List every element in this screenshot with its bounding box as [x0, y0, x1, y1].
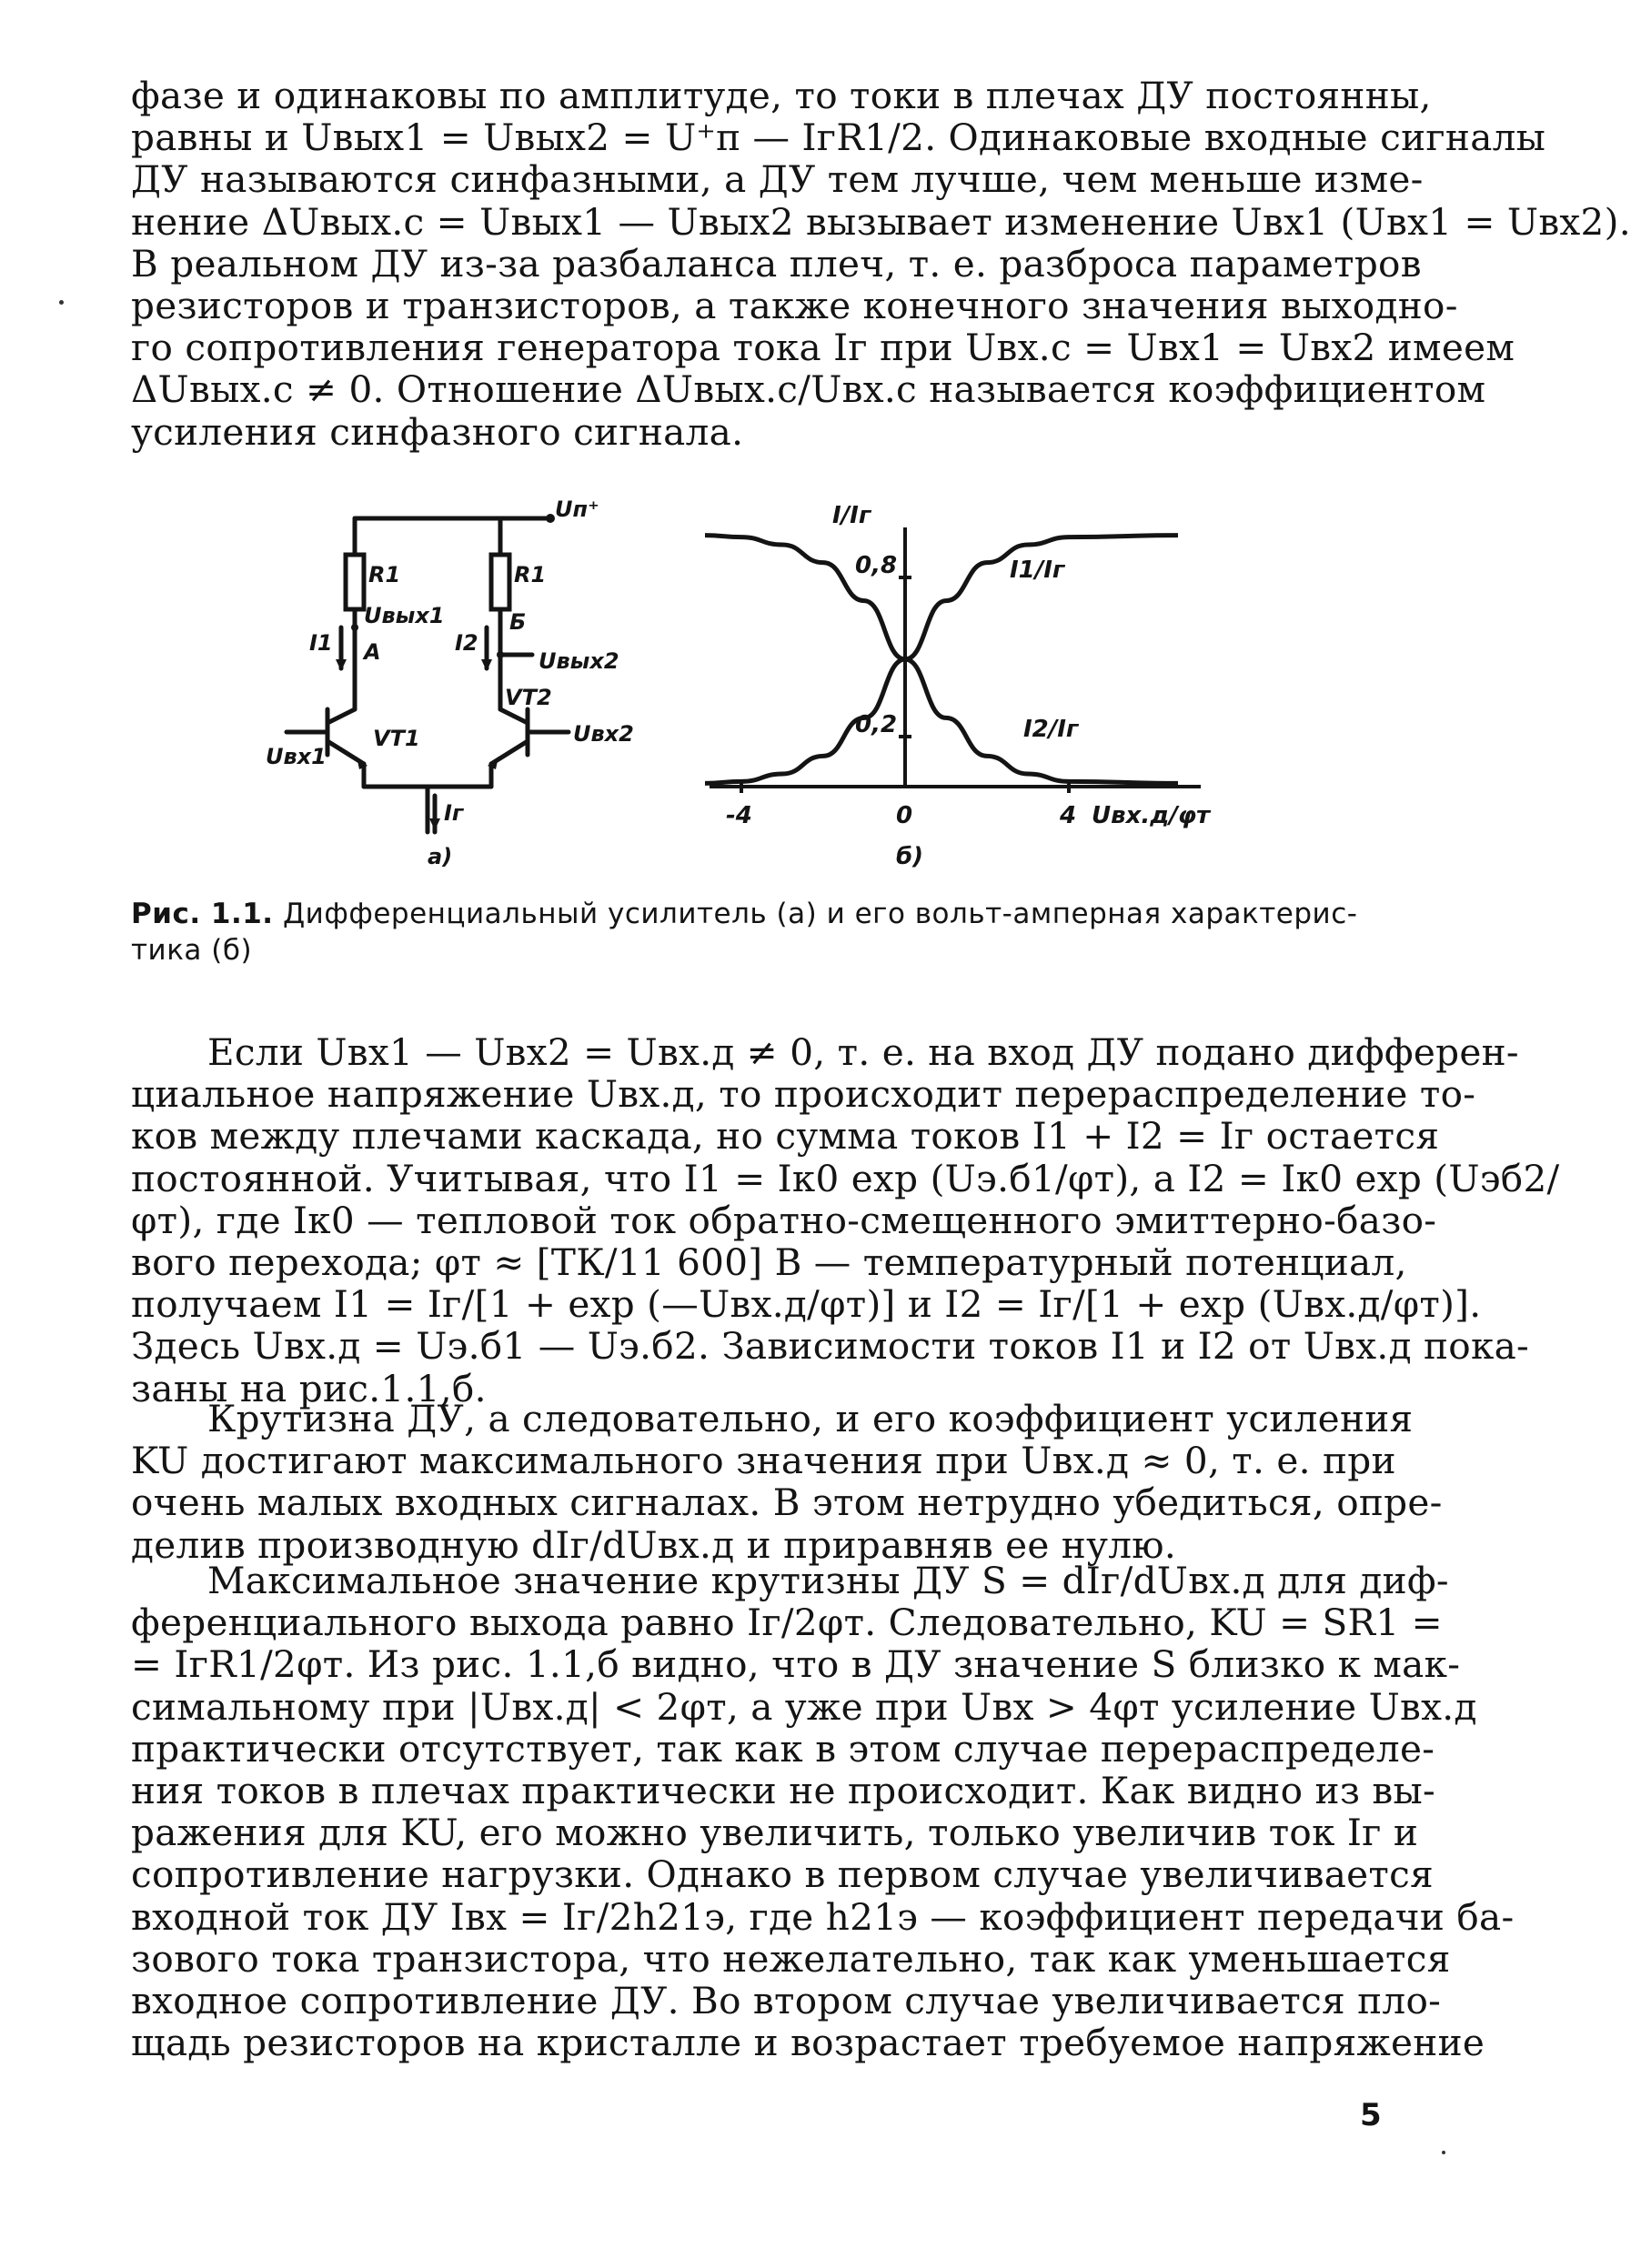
- text-line: очень малых входных сигналах. В этом нетрудно убедиться, опре-: [131, 1480, 1443, 1525]
- text-line: нение ΔUвых.с = Uвых1 — Uвых2 вызывает изменение Uвх1 (Uвх1 = Uвх2).: [131, 199, 1631, 244]
- text-line: заны на рис.1.1,б.: [131, 1366, 487, 1410]
- text-line: сопротивление нагрузки. Однако в первом случае увеличивается: [131, 1852, 1434, 1897]
- label-i2: I2: [455, 630, 478, 656]
- label-node-b: Б: [509, 609, 527, 635]
- circuit-diagram: [266, 491, 637, 873]
- current-characteristic-chart: [691, 491, 1237, 873]
- text-line: В реальном ДУ из-за разбаланса плеч, т. е. разброса параметров: [131, 241, 1422, 286]
- text-line: Максимальное значение крутизны ДУ S = dIг/dUвх.д для диф-: [207, 1559, 1449, 1602]
- caption-text-2: тика (б): [131, 934, 253, 967]
- label-vt2: VT2: [505, 685, 552, 710]
- paragraph-1: [131, 74, 1631, 454]
- text-line: практически отсутствует, так как в этом случае перераспределе-: [131, 1726, 1435, 1771]
- tick-02: 0,2: [855, 711, 898, 738]
- series-line-2: [705, 536, 1178, 784]
- label-curve1: I1/Iг: [1010, 557, 1065, 584]
- text-line: Крутизна ДУ, а следовательно, и его коэффициент усиления: [207, 1397, 1414, 1440]
- label-node-a: А: [364, 639, 381, 665]
- text-line: получаем I1 = Iг/[1 + exp (—Uвх.д/φт)] и I2 = Iг/[1 + exp (Uвх.д/φт)].: [131, 1282, 1482, 1327]
- caption-text: Дифференциальный усилитель (а) и его вольт-амперная характерис-: [282, 898, 1358, 930]
- text-line: циальное напряжение Uвх.д, то происходит перераспределение то-: [131, 1072, 1476, 1117]
- text-line: равны и Uвых1 = Uвых2 = U⁺п — IгR1/2. Одинаковые входные сигналы: [131, 115, 1546, 160]
- series-line-1: [705, 536, 1178, 784]
- label-curve2: I2/Iг: [1023, 716, 1079, 743]
- label-vt1: VT1: [373, 726, 420, 751]
- text-line: ния токов в плечах практически не происходит. Как видно из вы-: [131, 1769, 1436, 1813]
- text-line: зового тока транзистора, что нежелательно, так как уменьшается: [131, 1936, 1451, 1981]
- text-line: KU достигают максимального значения при Uвх.д ≈ 0, т. е. при: [131, 1439, 1396, 1483]
- page-number: 5: [1360, 2097, 1382, 2133]
- label-i1: I1: [309, 630, 333, 656]
- text-line: ференциального выхода равно Iг/2φт. Следовательно, KU = SR1 =: [131, 1601, 1443, 1645]
- label-r1-left: R1: [368, 562, 401, 587]
- label-sub-b: б): [896, 843, 924, 870]
- label-out1: Uвых1: [364, 603, 445, 628]
- label-sub-a: а): [428, 844, 453, 869]
- tick-minus4: -4: [726, 802, 752, 829]
- text-line: входной ток ДУ Iвх = Iг/2h21э, где h21э — коэффициент передачи ба-: [131, 1894, 1515, 1939]
- text-line: ражения для KU, его можно увеличить, только увеличив ток Iг и: [131, 1811, 1419, 1855]
- label-in1: Uвх1: [266, 744, 327, 769]
- text-line: Здесь Uвх.д = Uэ.б1 — Uэ.б2. Зависимости токов I1 и I2 от Uвх.д пока-: [131, 1324, 1530, 1369]
- paragraph-4: [131, 1559, 1515, 2065]
- text-line: симальному при |Uвх.д| < 2φт, а уже при Uвх > 4φт усиление Uвх.д: [131, 1684, 1477, 1729]
- paragraph-3: [131, 1397, 1443, 1567]
- text-line: ДУ называются синфазными, а ДУ тем лучше, чем меньше изме-: [131, 157, 1424, 202]
- text-line: щадь резисторов на кристалле и возрастает требуемое напряжение: [131, 2021, 1485, 2065]
- label-y: I/Iг: [832, 502, 871, 529]
- label-x: Uвх.д/φт: [1092, 802, 1211, 829]
- text-line: делив производную dIг/dUвх.д и приравняв ее нулю.: [131, 1522, 1176, 1567]
- text-line: резисторов и транзисторов, а также конечного значения выходно-: [131, 284, 1458, 328]
- text-line: φт), где Iк0 — тепловой ток обратно-смещенного эмиттерно-базо-: [131, 1198, 1437, 1242]
- label-ig: Iг: [444, 800, 464, 826]
- text-line: входное сопротивление ДУ. Во втором случае увеличивается пло-: [131, 1979, 1442, 2023]
- text-line: = IгR1/2φт. Из рис. 1.1,б видно, что в ДУ значение S близко к мак-: [131, 1642, 1461, 1687]
- text-line: Если Uвх1 — Uвх2 = Uвх.д ≠ 0, т. е. на вход ДУ подано дифферен-: [207, 1030, 1519, 1074]
- tick-4: 4: [1060, 802, 1077, 829]
- text-line: ΔUвых.с ≠ 0. Отношение ΔUвых.с/Uвх.с называется коэффициентом: [131, 367, 1486, 412]
- label-out2: Uвых2: [539, 648, 619, 674]
- text-line: постоянной. Учитывая, что I1 = Iк0 exp (Uэ.б1/φт), а I2 = Iк0 exp (Uэб2/: [131, 1156, 1560, 1200]
- scan-speck: [1442, 2151, 1445, 2154]
- paragraph-2: [131, 1030, 1560, 1410]
- text-line: го сопротивления генератора тока Iг при Uвх.с = Uвх1 = Uвх2 имеем: [131, 326, 1515, 370]
- tick-0: 0: [896, 802, 913, 829]
- label-r1-right: R1: [514, 562, 547, 587]
- scan-speck: [59, 300, 64, 305]
- label-supply: Uп⁺: [555, 497, 599, 522]
- text-line: вого перехода; φт ≈ [ТК/11 600] В — температурный потенциал,: [131, 1240, 1407, 1285]
- text-line: ков между плечами каскада, но сумма токов I1 + I2 = Iг остается: [131, 1114, 1440, 1159]
- figure-caption: [131, 896, 1382, 968]
- text-line: фазе и одинаковы по амплитуде, то токи в плечах ДУ постоянны,: [131, 74, 1432, 117]
- label-in2: Uвх2: [573, 721, 634, 747]
- text-line: усиления синфазного сигнала.: [131, 409, 744, 454]
- tick-08: 0,8: [855, 552, 898, 579]
- caption-label: Рис. 1.1.: [131, 898, 274, 930]
